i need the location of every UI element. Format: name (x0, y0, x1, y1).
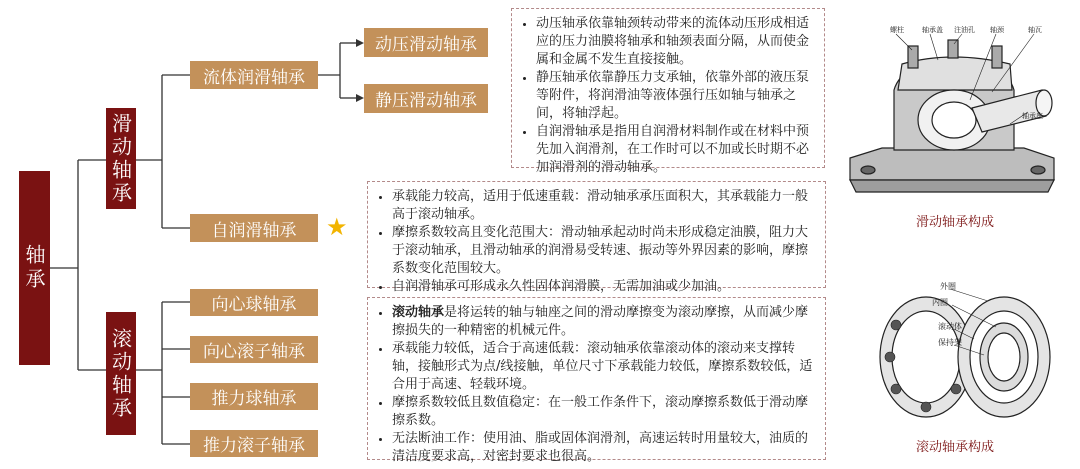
root-label: 轴承 (22, 244, 46, 292)
note-item: • 动压轴承依靠轴颈转动带来的流体动压形成相适应的压力油膜将轴承和轴颈表面分隔，从而使金属和金属不发生直接接触。 (536, 15, 814, 69)
label-seat: 轴承座 (1022, 112, 1043, 120)
rolling-intro-bold: 滚动轴承 (392, 305, 445, 320)
rolling-figure-caption: 滚动轴承构成 (915, 440, 994, 455)
note-item: • 摩擦系数较低且数值稳定：在一般工作条件下，滚动摩擦系数低于滑动摩擦系数。 (392, 394, 815, 430)
label-oil-hole: 注油孔 (954, 26, 975, 34)
self-lubricating-label: 自润滑轴承 (211, 220, 297, 241)
label-inner-ring: 内圈 (932, 298, 948, 307)
radial-roller-label: 向心滚子轴承 (203, 342, 305, 362)
dynamic-pressure-label: 动压滑动轴承 (375, 35, 477, 55)
static-pressure-label: 静压滑动轴承 (375, 91, 477, 111)
rolling-bearing-node (106, 312, 136, 435)
note-item: • 无法断油工作：使用油、脂或固体润滑剂，高速运转时用量较大，油质的清洁度要求高，对密封要求也很高。 (392, 430, 815, 466)
label-cap: 轴承盖 (922, 26, 943, 34)
label-outer-ring: 外圈 (940, 282, 956, 291)
note-item (392, 304, 815, 340)
sliding-bearing-illustration (842, 20, 1064, 202)
sliding-notes-box (367, 181, 826, 294)
static-pressure-node (364, 84, 488, 113)
rolling-bearing-illustration (868, 279, 1056, 429)
note-item: • 承载能力较高，适用于低速重载：滑动轴承承压面积大，其承载能力一般高于滚动轴承。 (392, 188, 815, 224)
label-journal: 轴颈 (990, 26, 1004, 34)
root-node (19, 171, 50, 365)
fluid-notes-box (511, 8, 825, 175)
sliding-bearing-label: 滑动轴承 (108, 112, 133, 205)
note-item: • 摩擦系数较高且变化范围大：滑动轴承起动时尚未形成稳定油膜，阻力大于滚动轴承，且滑动轴承的润滑易受转速、振动等外界因素的影响，摩擦系数变化范围较大。 (392, 224, 815, 278)
fluid-lubrication-label: 流体润滑轴承 (203, 67, 305, 88)
sliding-figure-caption: 滑动轴承构成 (915, 215, 994, 230)
dynamic-pressure-node (364, 28, 488, 57)
rolling-bearing-label: 滚动轴承 (108, 327, 133, 420)
thrust-roller-label: 推力滚子轴承 (203, 436, 305, 456)
note-item: • 承载能力较低，适合于高速低载：滚动轴承依靠滚动体的滚动来支撑转轴，接触形式为点/线接触，单位尺寸下承载能力较低，摩擦系数较低，适合用于高速、轻载环境。 (392, 340, 815, 394)
star-icon: ★ (326, 213, 348, 241)
rolling-intro-text: 是将运转的轴与轴座之间的滑动摩擦变为滚动摩擦，从而减少摩擦损失的一种精密的机械元件。 (392, 305, 809, 338)
label-rolling-element: 滚动体 (938, 322, 962, 331)
fluid-lubrication-node (190, 61, 318, 89)
sliding-bearing-node (106, 108, 136, 209)
note-item: • 自润滑轴承是指用自润滑材料制作或在材料中预先加入润滑剂，在工作时可以不加或长时期不必加润滑剂的滑动轴承。 (536, 123, 814, 177)
radial-ball-node (190, 289, 318, 316)
note-item: • 静压轴承依靠静压力支承轴，依靠外部的液压泵等附件，将润滑油等液体强行压如轴与轴承之间，将轴浮起。 (536, 69, 814, 123)
self-lubricating-node (190, 214, 318, 242)
thrust-roller-node (190, 430, 318, 457)
radial-ball-label: 向心球轴承 (211, 295, 297, 315)
radial-roller-node (190, 336, 318, 363)
label-cage: 保持架 (938, 338, 962, 347)
label-stud: 螺柱 (890, 26, 904, 34)
rolling-notes-box (367, 297, 826, 464)
thrust-ball-node (190, 383, 318, 410)
label-bush: 轴瓦 (1028, 26, 1042, 34)
thrust-ball-label: 推力球轴承 (211, 389, 297, 409)
note-item: • 自润滑轴承可形成永久性固体润滑膜，无需加油或少加油。 (392, 278, 815, 296)
